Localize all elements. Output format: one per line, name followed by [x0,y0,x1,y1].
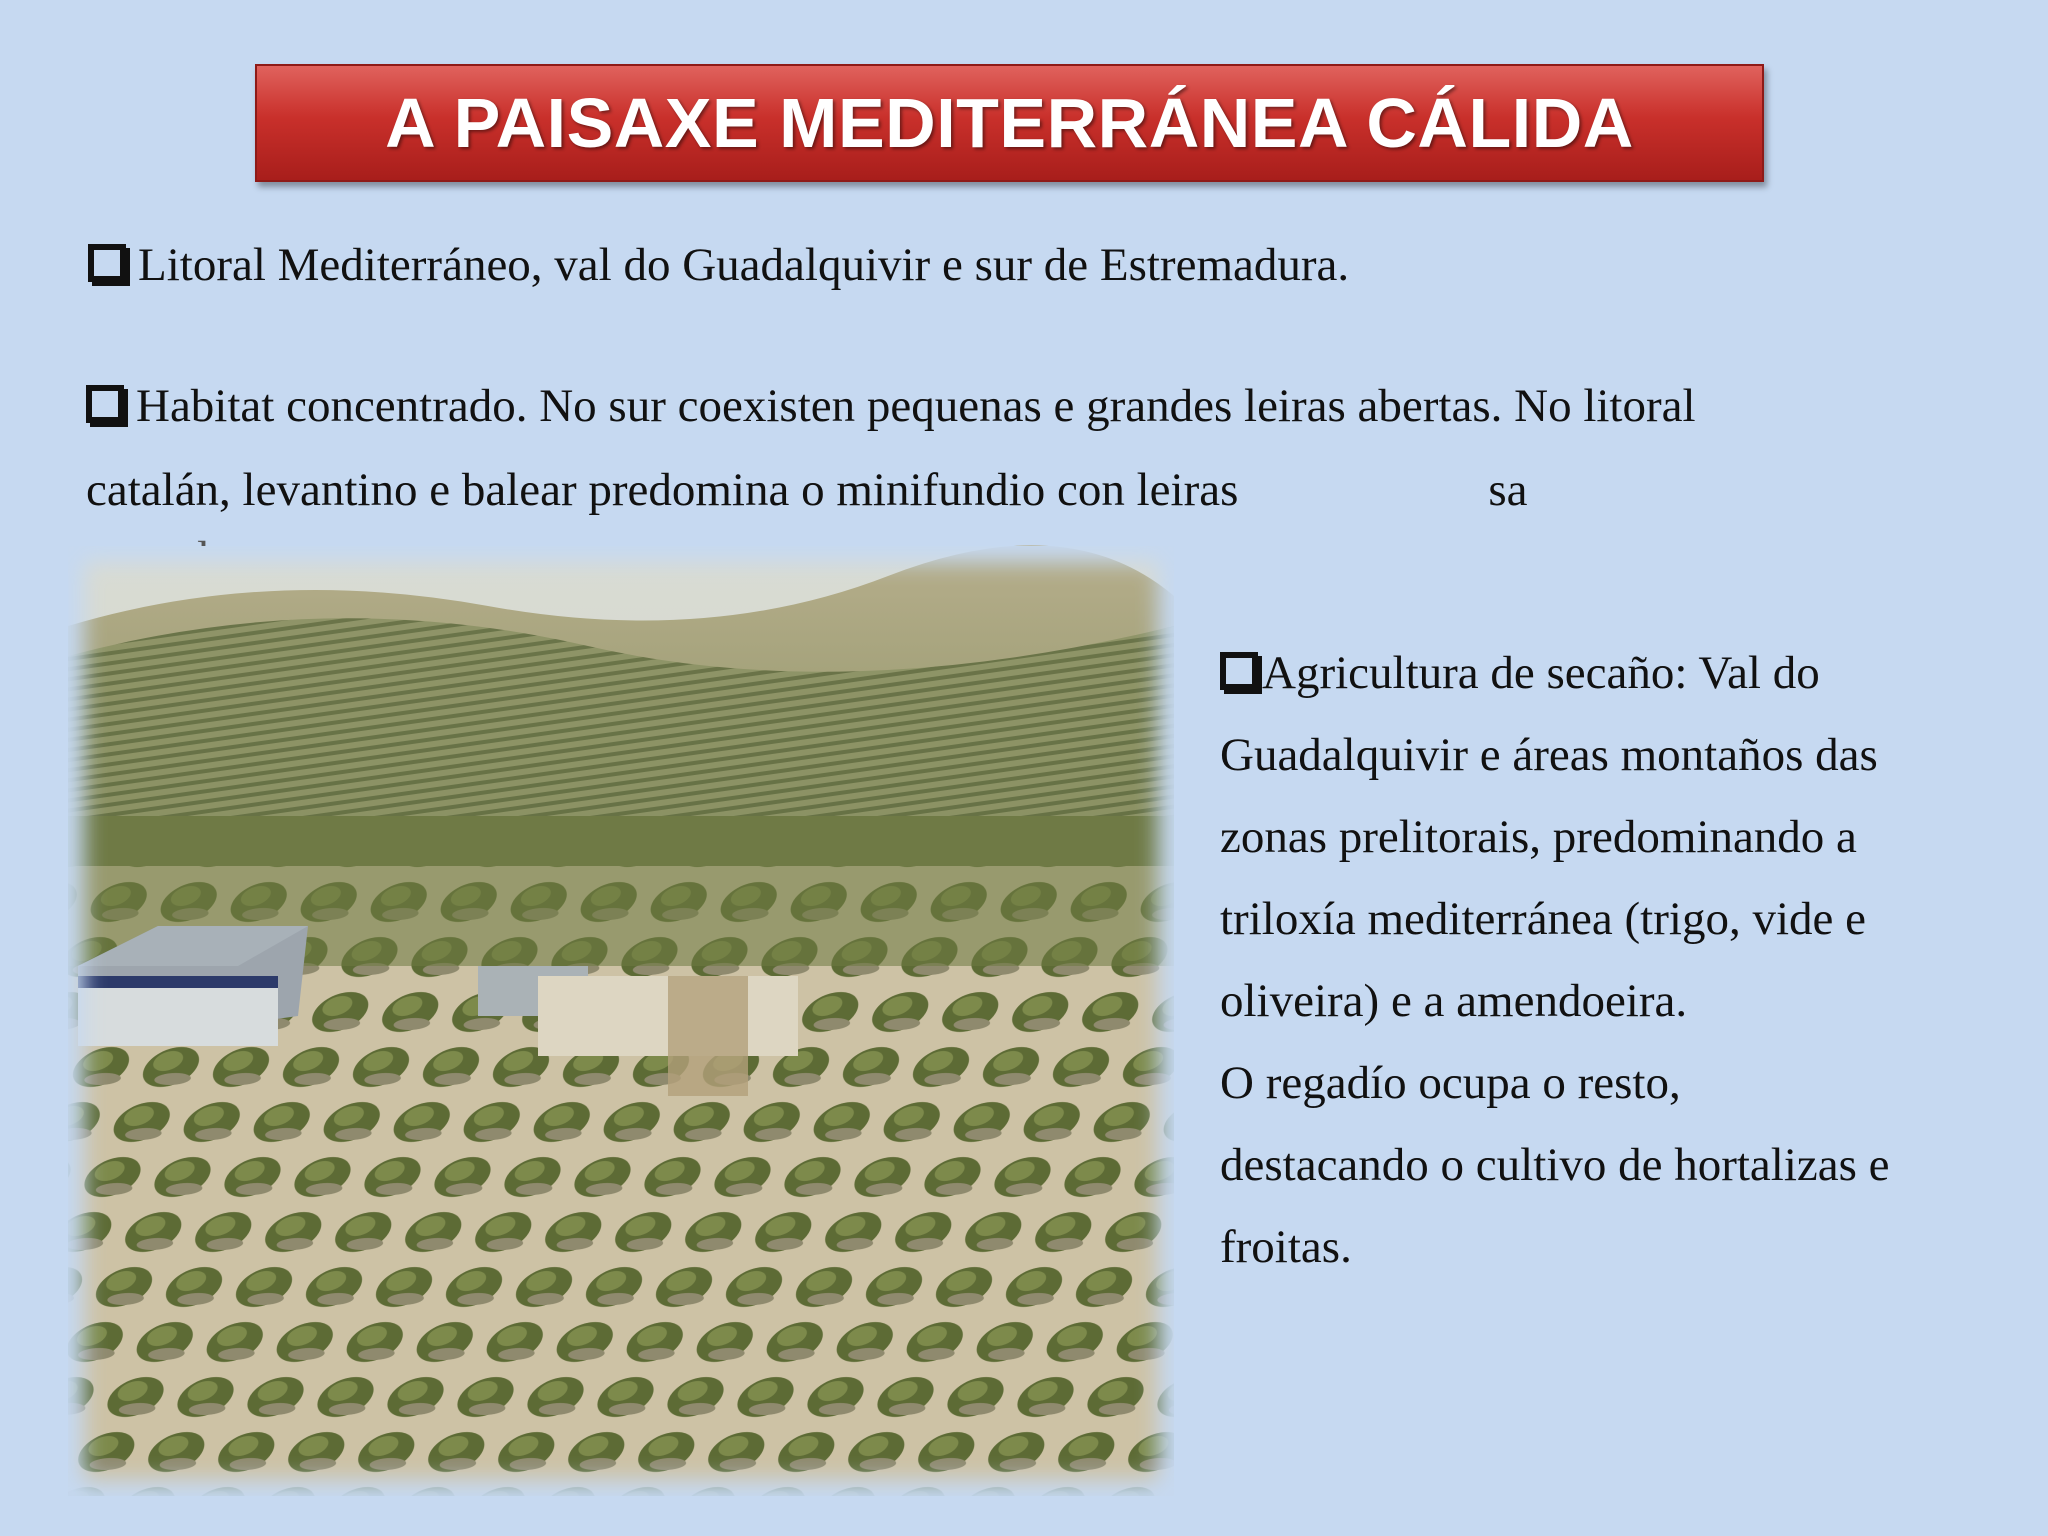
agriculture-line5: oliveira) e a amendoeira. [1220,975,1688,1027]
agriculture-line2: Guadalquivir e áreas montaños das [1220,729,1878,781]
irrigation-line3: froitas. [1220,1221,1352,1273]
agriculture-line3: zonas prelitorais, predominando a [1220,811,1857,863]
bullet-location [88,238,1349,292]
bullet-habitat-line2b: sa [1488,464,1528,516]
agriculture-line4: triloxía mediterránea (trigo, vide e [1220,893,1866,945]
slide-title: A PAISAXE MEDITERRÁNEA CÁLIDA [385,84,1634,162]
bullet-habitat-line1: Habitat concentrado. No sur coexisten pequenas e grandes leiras abertas. No litoral [136,380,1696,432]
irrigation-line1: O regadío ocupa o resto, [1220,1057,1681,1109]
checkbox-square-icon [1220,652,1258,690]
agriculture-text [1220,632,2020,1288]
title-banner [255,64,1764,182]
bullet-location-text: Litoral Mediterráneo, val do Guadalquivir e sur de Estremadura. [138,239,1350,291]
checkbox-square-icon [86,385,124,423]
bullet-habitat [86,364,1966,532]
olive-grove-photo [68,546,1174,1496]
checkbox-square-icon [88,244,126,282]
bullet-habitat-line2a: catalán, levantino e balear predomina o minifundio con leiras [86,464,1239,516]
irrigation-line2: destacando o cultivo de hortalizas e [1220,1139,1890,1191]
agriculture-line1: Agricultura de secaño: Val do [1262,647,1820,699]
